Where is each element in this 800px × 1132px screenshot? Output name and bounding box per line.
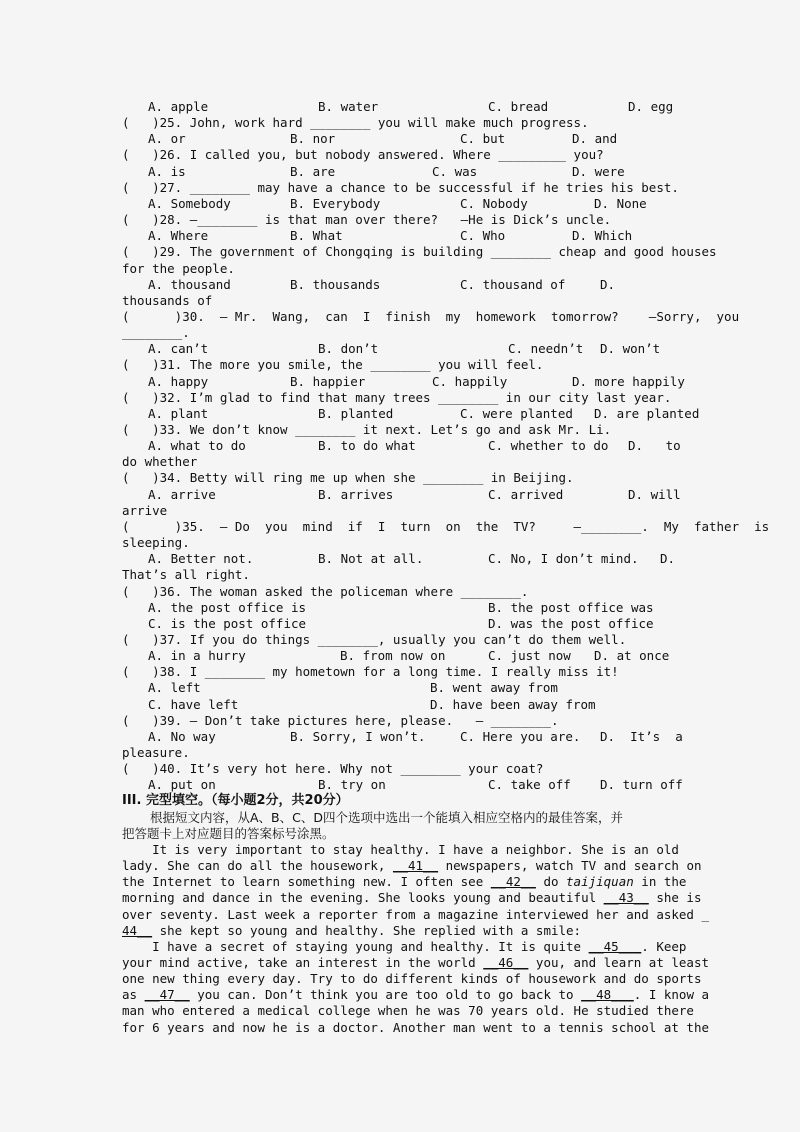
option-label: C. Nobody <box>460 195 528 211</box>
passage-line <box>122 874 686 890</box>
option-label: B. planted <box>318 405 394 421</box>
question-stem: ( )37. If you do things ________, usually you can’t do them well. <box>122 631 627 647</box>
option-label: A. in a hurry <box>148 648 246 664</box>
blank-42[interactable]: __42__ <box>490 874 536 890</box>
passage-text: one new thing every day. Try to do different kinds of housework and do sports <box>122 971 702 987</box>
option-label: B. happier <box>290 373 366 389</box>
passage-text: over seventy. Last week a reporter from a magazine interviewed her and asked _ <box>122 906 709 922</box>
option-label: B. water <box>318 99 379 114</box>
option-label: C. take off <box>488 777 571 793</box>
option-label: A. Where <box>148 228 209 244</box>
blank-45[interactable]: __45___ <box>588 938 642 954</box>
option-label: A. what to do <box>148 438 246 454</box>
question-stem: ( )30. – Mr. Wang, can I finish my homework tomorrow? —Sorry, you <box>122 308 740 324</box>
option-label: D. at once <box>594 648 670 664</box>
option-label: C. needn’t <box>508 341 584 357</box>
option-label: B. from now on <box>340 648 446 664</box>
question-stem: ( )27. ________ may have a chance to be successful if he tries his best. <box>122 179 679 195</box>
passage-text: . Keep <box>641 938 687 954</box>
option-label: C. is the post office <box>148 615 307 631</box>
option-label: A. put on <box>148 777 216 793</box>
passage-line <box>122 907 709 923</box>
question-stem: ( )36. The woman asked the policeman where ________. <box>122 583 529 599</box>
option-label: C. bread <box>488 99 549 114</box>
question-stem: ( )34. Betty will ring me up when she ________ in Beijing. <box>122 470 574 486</box>
option-label-cont: thousands of <box>122 292 213 308</box>
passage-line <box>122 890 701 906</box>
option-label: A. can’t <box>148 341 209 357</box>
option-label: B. went away from <box>430 680 558 696</box>
option-label: D. None <box>594 195 647 211</box>
option-label: D. have been away from <box>430 696 596 712</box>
option-label: C. was <box>432 163 478 179</box>
option-label: C. whether to do <box>488 438 609 454</box>
passage-line <box>122 987 709 1003</box>
section-instruction: 把答题卡上对应题目的答案标号涂黑。 <box>122 825 335 841</box>
option-label-cont: do whether <box>122 454 198 470</box>
question-stem: ( )29. The government of Chongqing is building ________ cheap and good houses <box>122 244 717 260</box>
option-label: C. Here you are. <box>460 728 581 744</box>
option-label: C. thousand of <box>460 276 566 292</box>
question-stem: ( )38. I ________ my hometown for a long time. I really miss it! <box>122 664 619 680</box>
passage-text: man who entered a medical college when he was 70 years old. He studied there <box>122 1003 694 1019</box>
option-label: A. is <box>148 163 186 179</box>
question-stem: ( )39. – Don’t take pictures here, please. – ________. <box>122 712 559 728</box>
passage-text: do <box>535 874 567 890</box>
blank-44[interactable]: 44__ <box>122 922 153 938</box>
passage-text: she is <box>648 890 702 906</box>
blank-47[interactable]: __47__ <box>144 987 190 1003</box>
blank-43[interactable]: __43__ <box>603 890 649 906</box>
passage-text: . I know a <box>633 987 710 1003</box>
option-label: D. will <box>628 486 681 502</box>
option-label: A. happy <box>148 373 209 389</box>
blank-48[interactable]: __48___ <box>581 987 634 1003</box>
passage-text: lady. She can do all the housework, <box>122 858 393 874</box>
option-label: B. Not at all. <box>318 551 424 567</box>
passage-text: newspapers, watch TV and search on <box>438 858 702 874</box>
option-label: D. and <box>572 131 618 147</box>
option-label: D. egg <box>628 99 674 114</box>
option-label: B. don’t <box>318 341 379 357</box>
option-label: B. Sorry, I won’t. <box>290 728 426 744</box>
option-label: B. Everybody <box>290 195 381 211</box>
passage-line <box>122 955 709 971</box>
option-label: B. nor <box>290 131 336 147</box>
passage-text: morning and dance in the evening. She looks young and beautiful <box>122 890 604 906</box>
question-stem: ( )25. John, work hard ________ you will make much progress. <box>122 115 589 131</box>
passage-text: as <box>122 987 145 1003</box>
passage-text: It is very important to stay healthy. I have a neighbor. She is an old <box>122 841 679 857</box>
option-label: D. won’t <box>600 341 661 357</box>
option-label: B. What <box>290 228 343 244</box>
option-label: D. It’s a <box>600 728 683 744</box>
passage-line <box>122 1003 694 1019</box>
option-label: B. to do what <box>318 438 416 454</box>
passage-text: in the <box>633 874 687 890</box>
option-label: D. was the post office <box>488 615 654 631</box>
passage-line <box>122 842 679 858</box>
blank-46[interactable]: __46__ <box>483 954 529 970</box>
option-label: A. thousand <box>148 276 231 292</box>
question-stem: ( )40. It’s very hot here. Why not ________ your coat? <box>122 761 544 777</box>
option-label: A. Somebody <box>148 195 231 211</box>
question-stem: ( )35. – Do you mind if I turn on the TV? —________. My father is <box>122 518 770 534</box>
passage-line <box>122 923 581 939</box>
option-label: C. just now <box>488 648 571 664</box>
option-label: B. the post office was <box>488 599 654 615</box>
option-label-cont: arrive <box>122 502 168 518</box>
question-stem-cont: for the people. <box>122 260 235 276</box>
option-label: A. plant <box>148 405 209 421</box>
question-stem: ( )33. We don’t know ________ it next. Let’s go and ask Mr. Li. <box>122 422 612 437</box>
option-label: D. <box>660 551 676 567</box>
passage-text: she kept so young and healthy. She replied with a smile: <box>152 922 582 938</box>
option-label: D. are planted <box>594 405 700 421</box>
passage-text: the Internet to learn something new. I often see <box>122 874 491 890</box>
question-stem: ( )26. I called you, but nobody answered. Where _________ you? <box>122 147 604 163</box>
passage-text: you can. Don’t think you are too old to go back to <box>189 987 582 1003</box>
passage-line <box>122 1020 709 1036</box>
option-label: C. arrived <box>488 486 564 502</box>
option-label: D. turn off <box>600 777 683 793</box>
question-stem: ( )28. –________ is that man over there? —He is Dick’s uncle. <box>122 212 612 228</box>
blank-41[interactable]: __41__ <box>392 858 439 874</box>
passage-text: I have a secret of staying young and healthy. It is quite <box>122 938 589 954</box>
option-label: A. the post office is <box>148 599 307 615</box>
term-taijiquan: taijiquan <box>566 874 634 890</box>
option-label: C. have left <box>148 696 239 712</box>
question-stem: ( )32. I’m glad to find that many trees ________ in our city last year. <box>122 389 672 405</box>
option-label: A. No way <box>148 728 216 744</box>
option-label: C. Who <box>460 228 506 244</box>
option-label: B. thousands <box>290 276 381 292</box>
passage-text: your mind active, take an interest in the world <box>122 954 484 970</box>
passage-text: you, and learn at least <box>528 954 710 970</box>
question-stem-cont: ________. <box>122 325 190 341</box>
option-label: A. arrive <box>148 486 216 502</box>
option-label: D. Which <box>572 228 633 244</box>
option-label: C. were planted <box>460 405 573 421</box>
option-label: C. but <box>460 131 506 147</box>
section-title: III. 完型填空。（每小题2分，共20分） <box>122 793 349 809</box>
option-label: B. are <box>290 163 336 179</box>
option-label: C. happily <box>432 373 508 389</box>
option-label: A. or <box>148 131 186 147</box>
option-label: B. arrives <box>318 486 394 502</box>
option-label-cont: That’s all right. <box>122 567 250 583</box>
passage-line <box>122 858 702 874</box>
question-stem: ( )31. The more you smile, the ________ you will feel. <box>122 357 544 373</box>
option-label-cont: pleasure. <box>122 745 190 760</box>
option-label: D. to <box>628 438 681 454</box>
option-label: D. more happily <box>572 373 685 389</box>
option-label: D. were <box>572 163 625 179</box>
section-instruction: 根据短文内容，从A、B、C、D四个选项中选出一个能填入相应空格内的最佳答案，并 <box>150 809 623 825</box>
passage-text: for 6 years and now he is a doctor. Another man went to a tennis school at the <box>122 1019 709 1035</box>
option-label: A. left <box>148 680 201 696</box>
option-label: A. apple <box>148 99 209 114</box>
option-label: A. Better not. <box>148 551 254 567</box>
option-label: B. try on <box>318 777 386 793</box>
question-stem-cont: sleeping. <box>122 535 190 551</box>
option-label: D. <box>600 276 616 292</box>
passage-line <box>122 971 701 987</box>
passage-line <box>122 939 686 955</box>
option-label: C. No, I don’t mind. <box>488 551 639 567</box>
